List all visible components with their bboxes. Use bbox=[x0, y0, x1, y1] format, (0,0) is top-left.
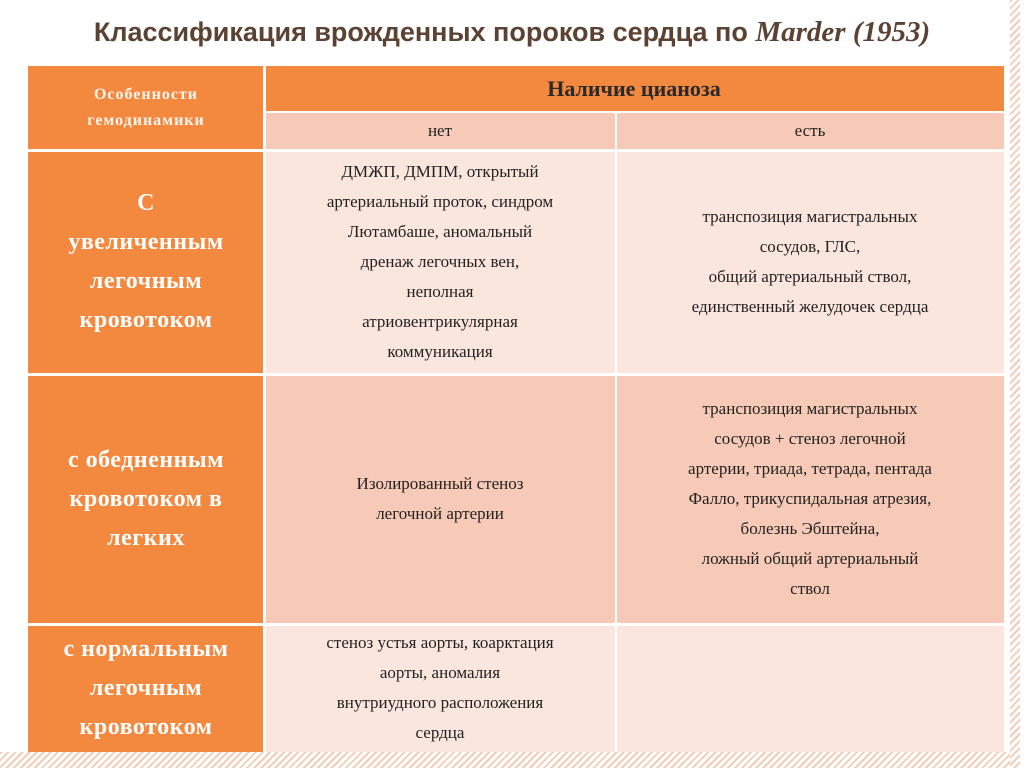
decorative-horizontal-stripe bbox=[0, 752, 1010, 768]
title-main: Классификация врожденных пороков сердца по bbox=[93, 17, 748, 47]
cell-decreased-no-cyanosis: Изолированный стеноз легочной артерии bbox=[264, 374, 616, 624]
row-label-increased: С увеличенным легочным кровотоком bbox=[28, 150, 264, 374]
cell-increased-cyanosis: транспозиция магистральных сосудов, ГЛС, общий артериальный ствол, единственный желудочек сердца bbox=[616, 150, 1004, 374]
corner-header-cell: Особенности гемодинамики bbox=[28, 66, 264, 150]
grid-line bbox=[28, 149, 1004, 152]
cell-normal-cyanosis bbox=[616, 624, 1004, 752]
decorative-vertical-stripe bbox=[1010, 0, 1020, 768]
column-header-no: нет bbox=[264, 112, 616, 150]
slide-title bbox=[0, 16, 1024, 49]
grid-line bbox=[28, 373, 1004, 376]
cell-normal-no-cyanosis: стеноз устья аорты, коарктация аорты, аномалия внутриудного расположения сердца bbox=[264, 624, 616, 752]
grid-line bbox=[263, 66, 266, 752]
column-header-yes: есть bbox=[616, 112, 1004, 150]
cell-decreased-cyanosis: транспозиция магистральных сосудов + стеноз легочной артерии, триада, тетрада, пентада Фалло, трикуспидальная атрезия, болезнь Эбштейна, ложный общий артериальный ствол bbox=[616, 374, 1004, 624]
cyanosis-header-cell: Наличие цианоза bbox=[264, 66, 1004, 112]
row-label-decreased: с обедненным кровотоком в легких bbox=[28, 374, 264, 624]
title-author: Marder (1953) bbox=[755, 16, 931, 48]
grid-line bbox=[28, 623, 1004, 626]
grid-line bbox=[264, 111, 1004, 113]
row-label-normal: с нормальным легочным кровотоком bbox=[28, 624, 264, 752]
grid-line bbox=[615, 112, 617, 752]
cell-increased-no-cyanosis: ДМЖП, ДМПМ, открытый артериальный проток, синдром Лютамбаше, аномальный дренаж легочных вен, неполная атриовентрикулярная коммуникация bbox=[264, 150, 616, 374]
